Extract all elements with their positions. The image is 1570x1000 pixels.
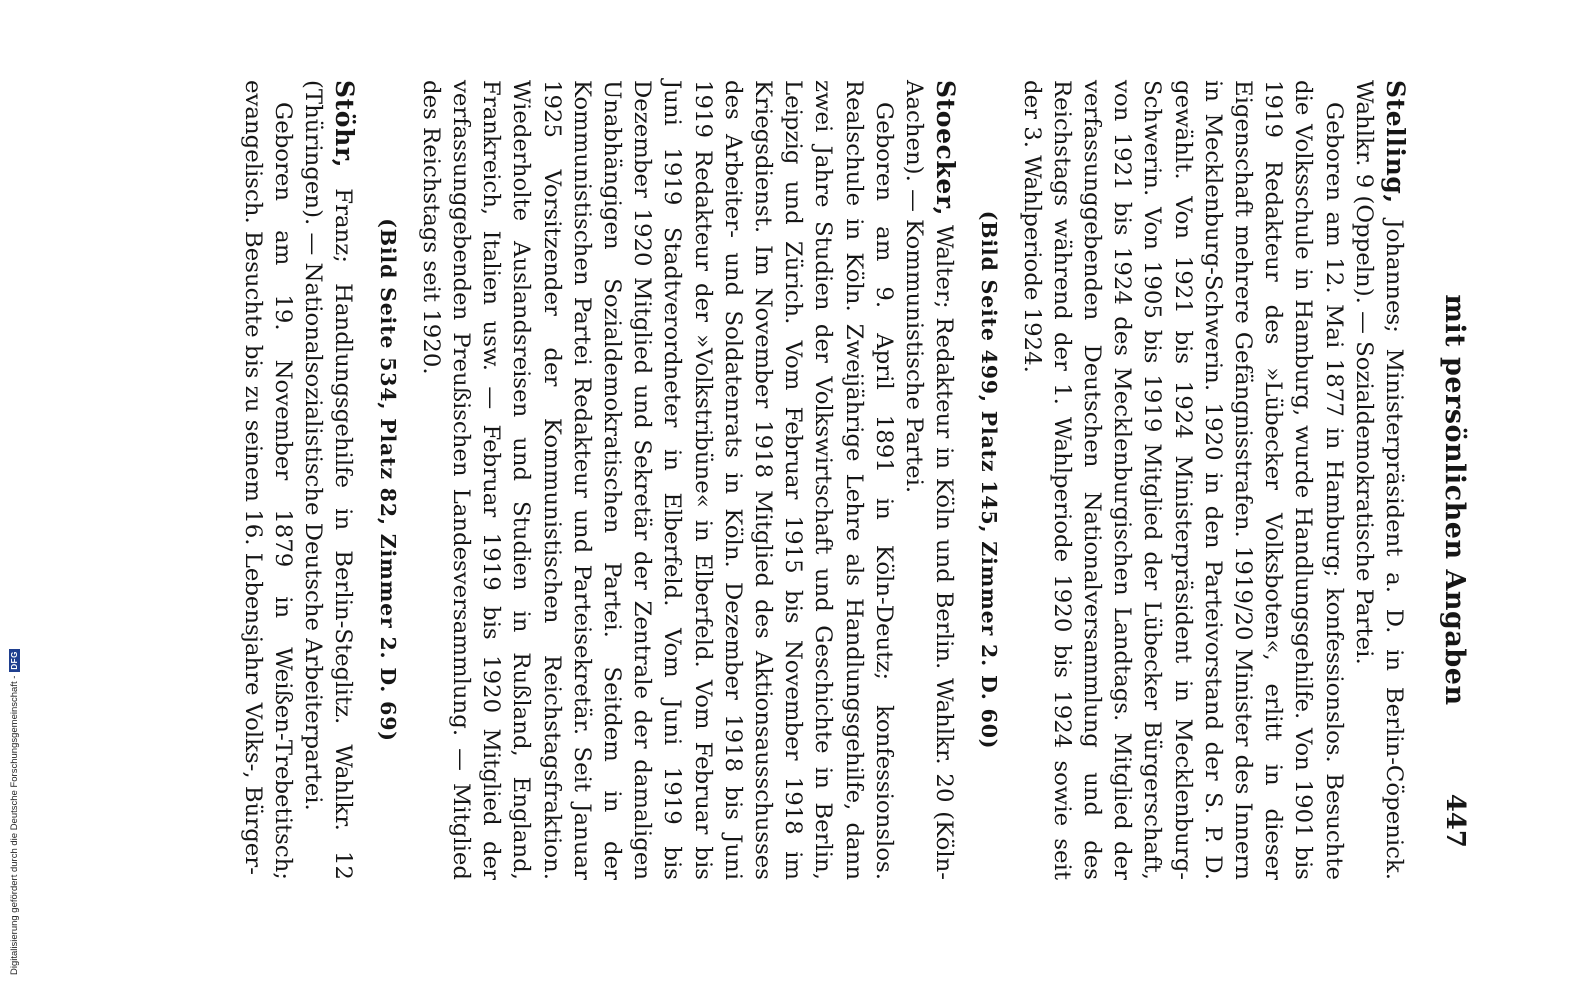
dfg-logo: DFG [10,651,19,670]
entry-heading [298,80,359,880]
credit-text: Digitalisierung gefördert durch die Deutsche Forschungsgemeinschaft - [9,675,20,975]
biography-entry [237,80,359,880]
running-header [1430,0,1470,1000]
entry-body: Geboren am 19. November 1879 in Weißen-Trebetitsch; evangelisch. Besuchte bis zu seinem 16. Lebensjahre Volks-, Bürger- [239,80,296,880]
entry-heading [899,80,960,880]
running-header-title: mit persönlichen Angaben [1439,294,1470,706]
page-number: 447 [1440,793,1470,848]
photo-reference: (Bild Seite 534, Platz 82, Zimmer 2. D. 69) [376,218,401,742]
entry-heading-rest: Walter; Redakteur in Köln und Berlin. Wahlkr. 20 (Köln-Aachen). — Kommunistische Partei. [900,80,958,880]
digitization-credit [0,0,18,1000]
photo-reference: (Bild Seite 499, Platz 145, Zimmer 2. D. 60) [977,210,1002,750]
entry-name: Stelling, [1381,80,1410,204]
entry-body: Geboren am 12. Mai 1877 in Hamburg; konfessionslos. Besuchte die Volksschule in Hamburg, wurde Handlungsgehilfe. Von 1901 bis 1919 Redakteur des »Lübecker Volksboten«, erlitt in dieser Eigenschaft mehrere Gefängnisstrafen. 1919/20 Minister des Innern in Mecklenburg-Schwerin. 1920 in den Parteivorstand der S. P. D. gewählt. Von 1921 bis 1924 Ministerpräsident in Mecklenburg-Schwerin. Von 1905 bis 1919 Mitglied der Lübecker Bürgerschaft, von 1921 bis 1924 des Mecklenburgischen Landtags. Mitglied der verfassunggebenden Deutschen Nationalversammlung und des Reichstags während der 1. Wahlperiode 1920 bis 1924 sowie seit der 3. Wahlperiode 1924. [1018,80,1347,880]
entry-body: Geboren am 9. April 1891 in Köln-Deutz; konfessionslos. Realschule in Köln. Zweijährige Lehre als Handlungsgehilfe, dann zwei Jahre Studien der Volkswirtschaft und Geschichte in Berlin, Leipzig und Zürich. Vom Februar 1915 bis November 1918 im Kriegsdienst. Im November 1918 Mitglied des Aktionsausschusses des Arbeiter- und Soldatenrats in Köln. Dezember 1918 bis Juni 1919 Redakteur der »Volkstribüne« in Elberfeld. Vom Februar bis Juni 1919 Stadtverordneter in Elberfeld. Vom Juni 1919 bis Dezember 1920 Mitglied und Sekretär der Zentrale der damaligen Unabhängigen Sozialdemokratischen Partei. Seitdem in der Kommunistischen Partei Redakteur und Parteisekretär. Seit Januar 1925 Vorsitzender der Kommunistischen Reichstagsfraktion. Wiederholte Auslandsreisen und Studien in Rußland, England, Frankreich, Italien usw. — Februar 1919 bis 1920 Mitglied der verfassunggebenden Preußischen Landesversammlung. — Mitglied des Reichstags seit 1920. [417,80,897,880]
entry-heading-rest: Franz; Handlungsgehilfe in Berlin-Steglitz. Wahlkr. 12 (Thüringen). — Nationalsozialistische Deutsche Arbeiterpartei. [300,80,357,880]
entry-name: Stöhr, [330,80,360,169]
rotated-document-page [120,0,1570,1000]
entry-heading [1349,80,1410,880]
body-text [223,80,1410,880]
entry-heading-rest: Johannes; Ministerpräsident a. D. in Berlin-Cöpenick. Wahlkr. 9 (Oppeln). — Sozialdemokratische Partei. [1350,80,1407,880]
entry-name: Stoecker, [931,80,961,217]
biography-entry [373,80,960,880]
biography-entry [974,80,1410,880]
